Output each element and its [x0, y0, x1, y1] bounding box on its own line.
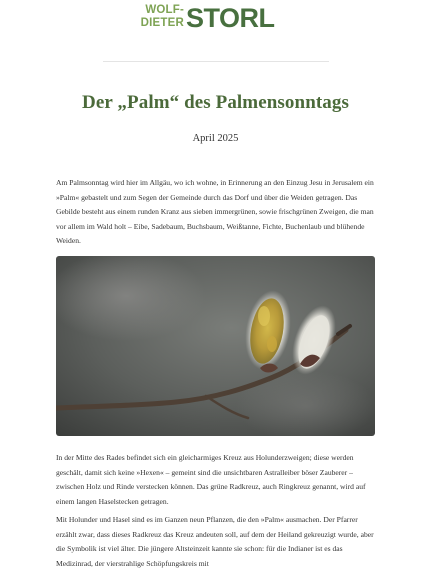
willow-catkin-photo: [56, 256, 375, 436]
site-logo[interactable]: [136, 4, 296, 34]
article-paragraph-1: Am Palmsonntag wird hier im Allgäu, wo ich wohne, in Erinnerung an den Einzug Jesu in Jerusalem ein »Palm« gebastelt und zum Segen der Gemeinde durch das Dorf und über die Weiden getragen. Das Gebilde besteht aus einem runden Kranz aus sieben immergrünen, sowie frischgrünen Zweigen, die man vor allem im Wald holt – Eibe, Sadebaum, Buchsbaum, Weißtanne, Fichte, Buchenlaub und blühende Weiden.: [56, 178, 374, 245]
logo-surname: STORL: [186, 3, 275, 33]
logo-firstname: [136, 4, 184, 32]
header-divider: [103, 61, 329, 62]
article-title: Der „Palm“ des Palmensonntags: [82, 92, 349, 113]
logo-line-2: DIETER: [140, 17, 184, 29]
article-date: April 2025: [192, 133, 239, 144]
article-paragraph-3: Mit Holunder und Hasel sind es im Ganzen neun Pflanzen, die den »Palm« ausmachen. Der Pfarrer erzählt zwar, dass dieses Radkreuz das Kreuz andeuten soll, auf dem der Heiland gekreuzigt wurde, aber die Symbolik ist viel älter. Die jüngere Altsteinzeit kannte sie schon: für die Indianer ist es das Medizinrad, der vierstrahlige Schöpfungskreis mit: [56, 515, 374, 568]
article-paragraph-2: In der Mitte des Rades befindet sich ein gleicharmiges Kreuz aus Holunderzweigen; diese werden geschält, damit sich keine »Hexen« – gemeint sind die unsichtbaren Astralleiber böser Zauberer – zwischen Holz und Rinde verstecken können. Das grüne Radkreuz, auch Ringkreuz genannt, wird auf einem langen Haselstecken getragen.: [56, 453, 366, 506]
logo-line-1: WOLF-: [145, 4, 184, 16]
